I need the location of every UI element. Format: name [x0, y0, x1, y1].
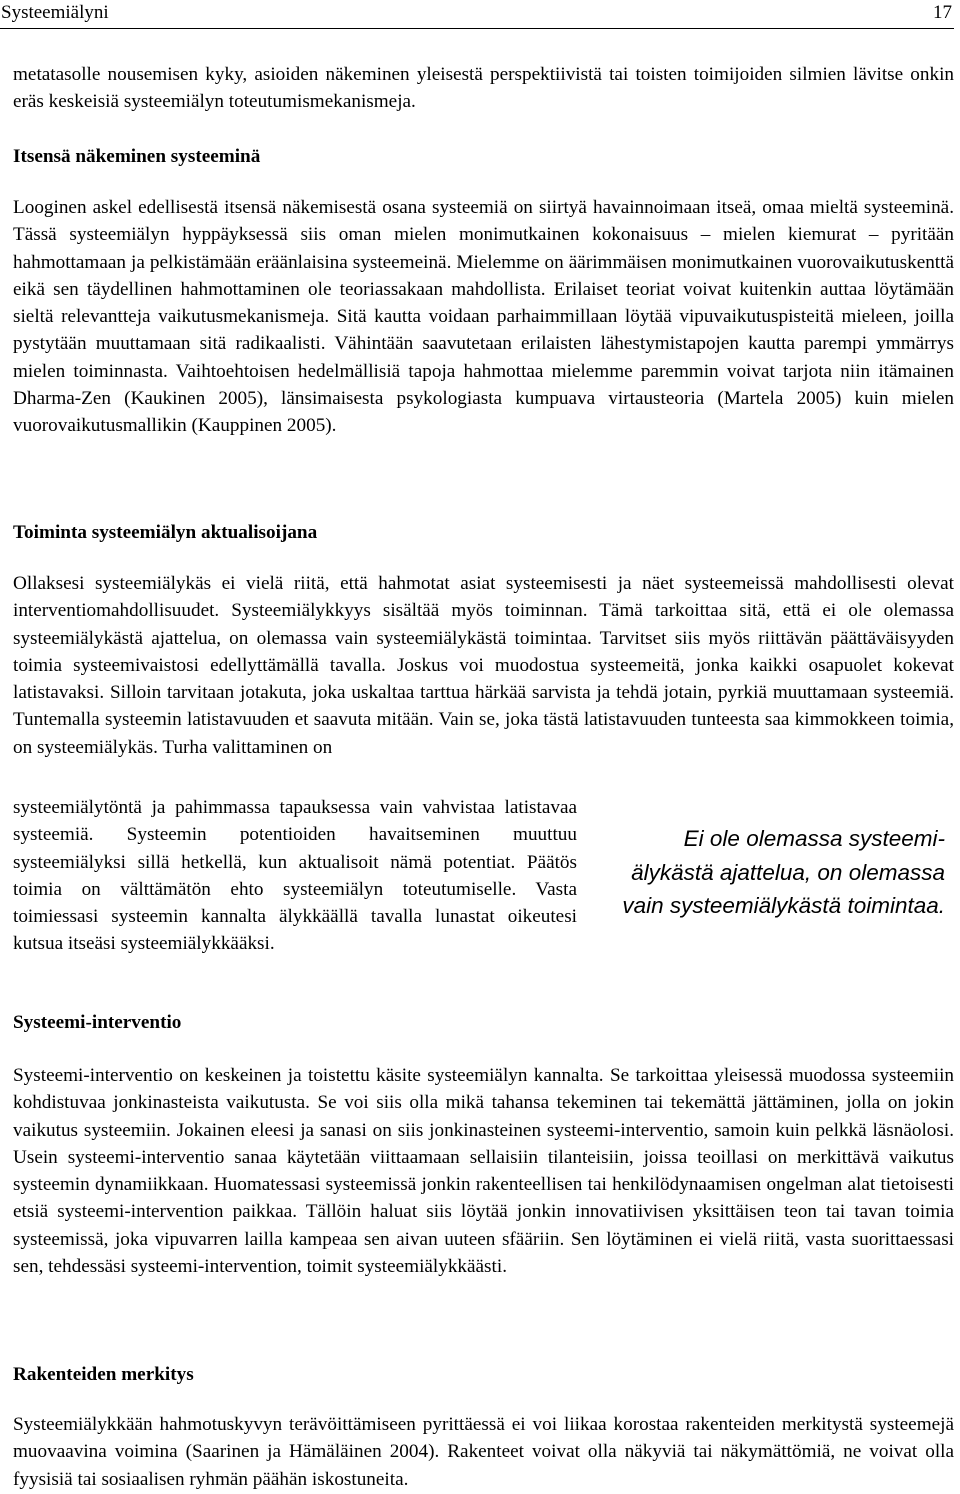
- section-heading-rakenteiden-merkitys: Rakenteiden merkitys: [13, 1364, 194, 1385]
- section-heading-systeemi-interventio: Systeemi-interventio: [13, 1012, 182, 1033]
- section-heading-itsensa-nakeminen: Itsensä näkeminen systeeminä: [13, 146, 261, 167]
- section-paragraph-systeemi-interventio: Systeemi-interventio on keskeinen ja toistettu käsite systeemiälyn kannalta. Se tarkoittaa yleisessä muodossa systeemiin kohdistuvaa jonkinasteista vaikutusta. Se voi siis olla mikä tahansa tekeminen tai tekemättä jättäminen, jolla on jokin vaikutus systeemiin. Jokainen eleesi ja sanasi on siis jonkinasteinen systeemi-interventio, samoin kuin pelkkä läsnäolosi. Usein systeemi-interventio sanaa käytetään viittaamaan sellaisiin tilanteisiin, joissa teoillasi on merkittävä vaikutus systeemin dynamiikkaan. Huomatessasi systeemissä jonkin rakenteellisen tai henkilödynaamisen ongelman alat tietoisesti etsiä systeemi-intervention paikkaa. Tällöin haluat siis löytää jonkin innovatiivisen yksittäisen teon tai tavan toimia systeemissä, joka vipuvarren lailla kampeaa sen aivan uuteen sfääriin. Sen löytäminen ei vielä riitä, vasta suorittaessasi sen, tehdessäsi systeemi-intervention, toimit systeemiälykkäästi.: [13, 1065, 954, 1278]
- section-paragraph-toiminta-continued: systeemiälytöntä ja pahimmassa tapauksessa vain vahvistaa latistavaa systeemiä. Systeemin potentioiden havaitseminen muuttuu systeemiälyksi sillä hetkellä, kun aktualisoit nämä potentiat. Päätös toimia on välttämätön ehto systeemiälyn toteutumiselle. Vasta toimiessasi systeemin kannalta älykkäällä tavalla lunastat oikeutesi kutsua itseäsi systeemiälykkääksi.: [13, 797, 577, 955]
- pullquote: Ei ole olemassa systeemi- älykästä ajattelua, on olemassa vain systeemiälykästä toimintaa.: [622, 826, 945, 918]
- intro-paragraph: metatasolle nousemisen kyky, asioiden näkeminen yleisestä perspektiivistä tai toisten toimijoiden silmien lävitse onkin eräs keskeisiä systeemiälyn toteutumismekanismeja.: [13, 64, 954, 113]
- running-title: Systeemiälyni: [1, 2, 109, 23]
- page-header: [0, 0, 954, 29]
- section-paragraph-toiminta: Ollaksesi systeemiälykäs ei vielä riitä, että hahmotat asiat systeemisesti ja näet systeemeissä mahdollisesti olevat interventiomahdollisuudet. Systeemiälykkyys sisältää myös toiminnan. Tämä tarkoittaa sitä, että ei ole olemassa systeemiälykästä ajattelua, on olemassa vain systeemiälykästä toimintaa. Tarvitset siis myös riittävän päättäväisyyden toimia systeemivaistosi edellyttämällä tavalla. Joskus voi muodostua systeemeitä, jonka kaikki osapuolet kokevat latistavaksi. Silloin tarvitaan jotakuta, joka uskaltaa tarttua härkää sarvista ja tehdä jotain, pyrkiä muuttamaan systeemiä. Tuntemalla systeemin latistavuuden et saavuta mitään. Vain se, joka tästä latistavuuden tunteesta saa kimmokkeen toimia, on systeemiälykäs. Turha valittaminen on: [13, 573, 954, 758]
- section-paragraph-rakenteiden-merkitys: Systeemiälykkään hahmotuskyvyn terävöittämiseen pyrittäessä ei voi liikaa korostaa rakenteiden merkitystä systeemejä muovaavina voimina (Saarinen ja Hämäläinen 2004). Rakenteet voivat olla näkyviä tai näkymättömiä, ne voivat olla fyysisiä tai sosiaalisen ryhmän päähän iskostuneita.: [13, 1414, 954, 1490]
- section-paragraph-itsensa-nakeminen: Looginen askel edellisestä itsensä näkemisestä osana systeemiä on siirtyä havainnoimaan itseä, omaa mieltä systeeminä. Tässä systeemiälyn hyppäyksessä siis oman mielen monimutkainen kokonaisuus – mielen kiemurat – pyritään hahmottamaan ja pelkistämään eräänlaisina systeemeinä. Mielemme on äärimmäisen monimutkainen vuorovaikutuskenttä eikä sen täydellinen hahmottaminen ole teoriassakaan mahdollista. Erilaiset teoriat voivat kuitenkin auttaa löytämään sieltä relevantteja vaikutusmekanismeja. Sitä kautta voidaan parhaimmillaan löytää vipuvaikutuspisteitä mieleen, joilla pystytään muuttamaan sitä radikaalisti. Vähintään saavutetaan erilaisten lähestymistapojen kautta parempi ymmärrys mielen toiminnasta. Vaihtoehtoisen hedelmällisiä tapoja hahmottaa mielemme paremmin voivat tarjota niin itämainen Dharma-Zen (Kaukinen 2005), länsimaisesta psykologiasta kumpuava virtausteoria (Martela 2005) kuin mielen vuorovaikutusmallikin (Kauppinen 2005).: [13, 197, 954, 437]
- section-heading-toiminta: Toiminta systeemiälyn aktualisoijana: [13, 522, 318, 543]
- page-number: 17: [933, 2, 952, 23]
